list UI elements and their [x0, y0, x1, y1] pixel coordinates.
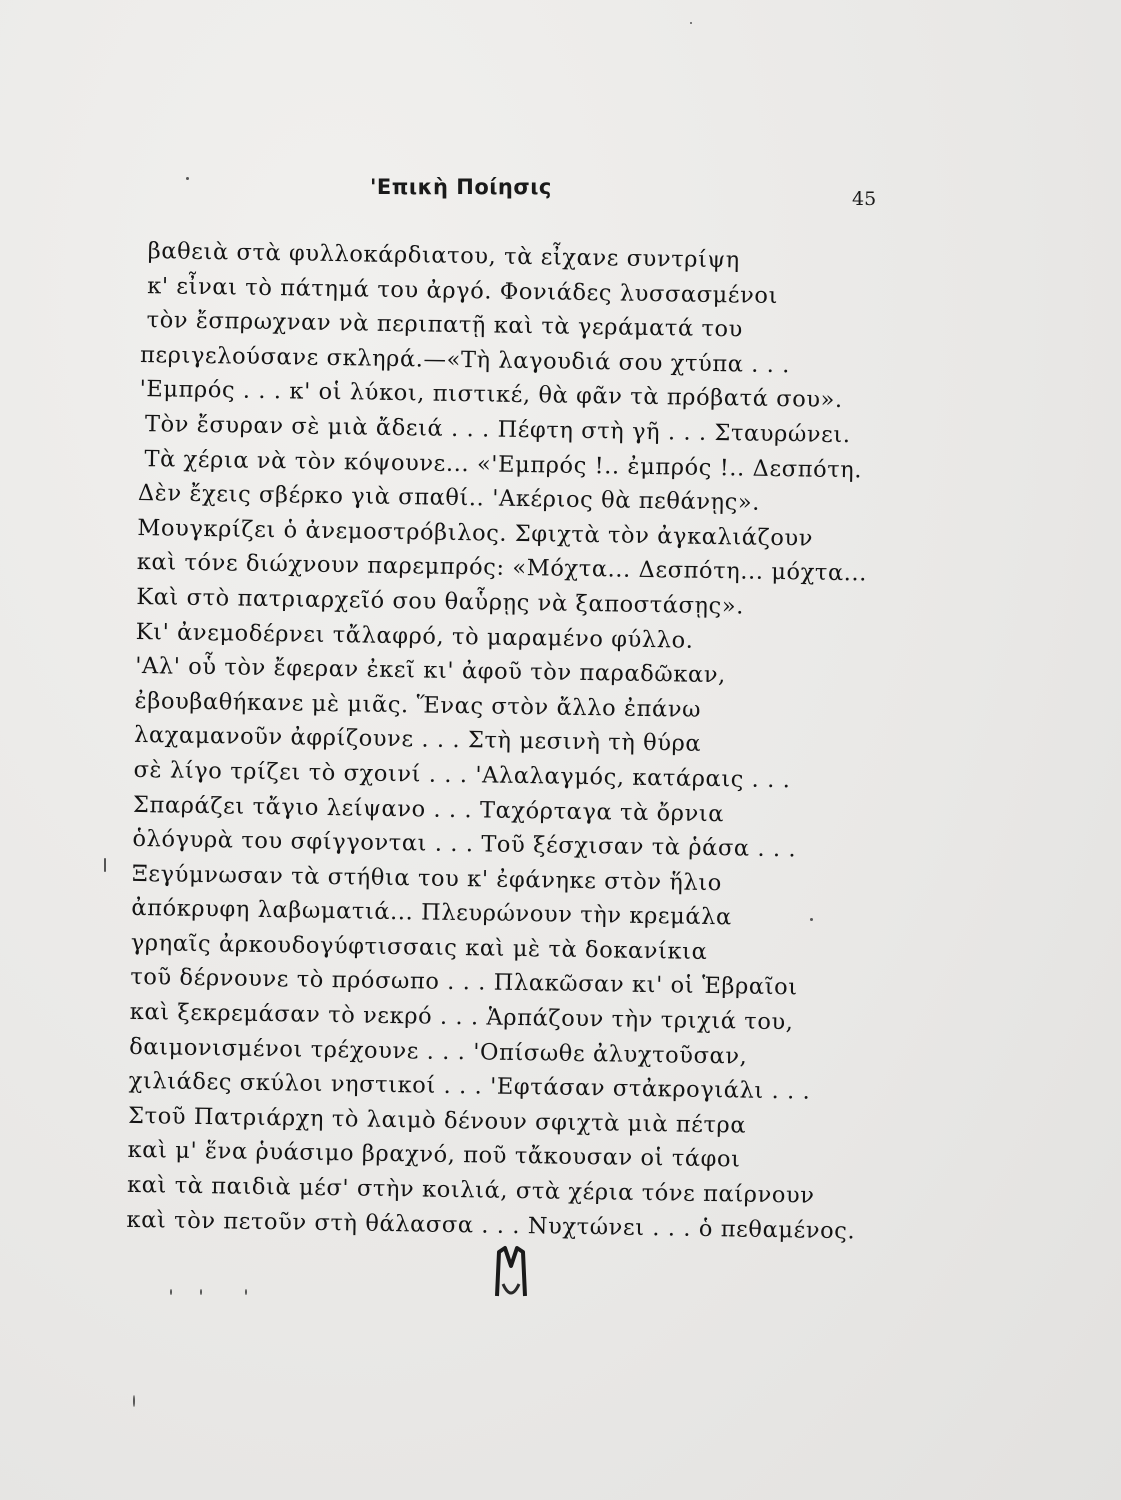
poem-line: χιλιάδες σκύλοι νηστικοί . . . 'Εφτάσαν στἀκρογιάλι . . . — [128, 1068, 811, 1105]
poem-line: καὶ μ' ἕνα ῥυάσιμο βραχνό, ποῦ τἄκουσαν οἱ τάφοι — [127, 1137, 741, 1173]
poem-line: ἀπόκρυφη λαβωματιά... Πλευρώνουν τὴν κρεμάλα — [131, 895, 733, 931]
poem-line: τοῦ δέρνουνε τὸ πρόσωπο . . . Πλακῶσαν κι' οἱ Ἑβραῖοι — [130, 964, 798, 1001]
poem-line: Μουγκρίζει ὁ ἀνεμοστρόβιλος. Σφιχτὰ τὸν ἀγκαλιάζουν — [137, 514, 814, 552]
print-speck — [133, 1395, 135, 1407]
print-speck — [690, 22, 692, 24]
poem-line: καὶ τόνε διώχνουν παρεμπρός: «Μόχτα... Δεσπότη... μόχτα... — [136, 549, 868, 587]
print-speck — [810, 918, 813, 921]
poem-line: Στοῦ Πατριάρχη τὸ λαιμὸ δένουν σφιχτὰ μιὰ πέτρα — [127, 1102, 747, 1139]
poem-line: 'Αλ' οὗ τὸν ἔφεραν ἐκεῖ κι' ἀφοῦ τὸν παραδῶκαν, — [135, 653, 727, 689]
poem-line: κ' εἶναι τὸ πάτημά του ἀργό. Φονιάδες λυσσασμένοι — [146, 272, 779, 309]
poem-text — [126, 234, 902, 1249]
poem-line: Κι' ἀνεμοδέρνει τἄλαφρό, τὸ μαραμένο φύλλο. — [135, 618, 694, 654]
poem-line: καὶ ξεκρεμάσαν τὸ νεκρό . . . Ἁρπάζουν τὴν τριχιά του, — [129, 998, 794, 1036]
poem-line: Τὸν ἔσυραν σὲ μιὰ ἄδειά . . . Πέφτη στὴ γῆ . . . Σταυρώνει. — [144, 411, 851, 449]
poem-line: καὶ τὰ παιδιὰ μέσ' στὴν κοιλιά, στὰ χέρια τόνε παίρνουν — [126, 1171, 815, 1209]
poem-line: λαχαμανοῦν ἀφρίζουνε . . . Στὴ μεσινὴ τὴ θύρα — [133, 722, 702, 758]
poem-line: σὲ λίγο τρίζει τὸ σχοινί . . . 'Αλαλαγμός, κατάραις . . . — [133, 756, 791, 794]
print-speck — [104, 858, 106, 872]
print-speck — [170, 1289, 172, 1295]
print-speck — [186, 177, 189, 180]
print-speck — [200, 1289, 202, 1295]
poem-line: καὶ τὸν πετοῦν στὴ θάλασσα . . . Νυχτώνει . . . ὁ πεθαμένος. — [126, 1206, 856, 1244]
poem-line: γρηαῖς ἀρκουδογύφτισσαις καὶ μὲ τὰ δοκανίκια — [130, 929, 708, 965]
poem-line: τὸν ἔσπρωχναν νὰ περιπατῇ καὶ τὰ γεράματά του — [146, 307, 744, 343]
poem-line: Ξεγύμνωσαν τὰ στήθια του κ' ἐφάνηκε στὸν ἥλιο — [131, 860, 723, 896]
poem-line: βαθειὰ στὰ φυλλοκάρδιατου, τὰ εἶχανε συντρίψη — [147, 238, 741, 274]
page-number: 45 — [852, 188, 877, 210]
poem-line: Τὰ χέρια νὰ τὸν κόψουνε... «'Εμπρός !.. ἐμπρός !.. Δεσπότη. — [144, 445, 863, 483]
poem-line: 'Εμπρός . . . κ' οἱ λύκοι, πιστικέ, θὰ φᾶν τὰ πρόβατά σου». — [139, 376, 843, 414]
poem-line: ὁλόγυρὰ του σφίγγονται . . . Τοῦ ξέσχισαν τὰ ῥάσα . . . — [132, 826, 797, 863]
poem-line: ἐβουβαθήκανε μὲ μιᾶς. Ἕνας στὸν ἄλλο ἐπάνω — [134, 687, 702, 723]
print-speck — [245, 1289, 247, 1295]
poem-line: περιγελούσανε σκληρά.—«Τὴ λαγουδιά σου χτύπα . . . — [139, 341, 791, 378]
poem-line: Καὶ στὸ πατριαρχεῖό σου θαὗρῃς νὰ ξαποστάσῃς». — [136, 583, 745, 620]
running-title: 'Επικὴ Ποίησις — [370, 175, 552, 199]
poem-line: Δὲν ἔχεις σβέρκο γιὰ σπαθί.. 'Ακέριος θὰ πεθάνῃς». — [137, 480, 761, 516]
poem-line: δαιμονισμένοι τρέχουνε . . . 'Οπίσωθε ἀλυχτοῦσαν, — [129, 1033, 748, 1070]
ink-mark-icon — [493, 1244, 529, 1304]
poem-line: Σπαράζει τἄγιο λείψανο . . . Ταχόρταγα τὰ ὄρνια — [132, 791, 725, 827]
